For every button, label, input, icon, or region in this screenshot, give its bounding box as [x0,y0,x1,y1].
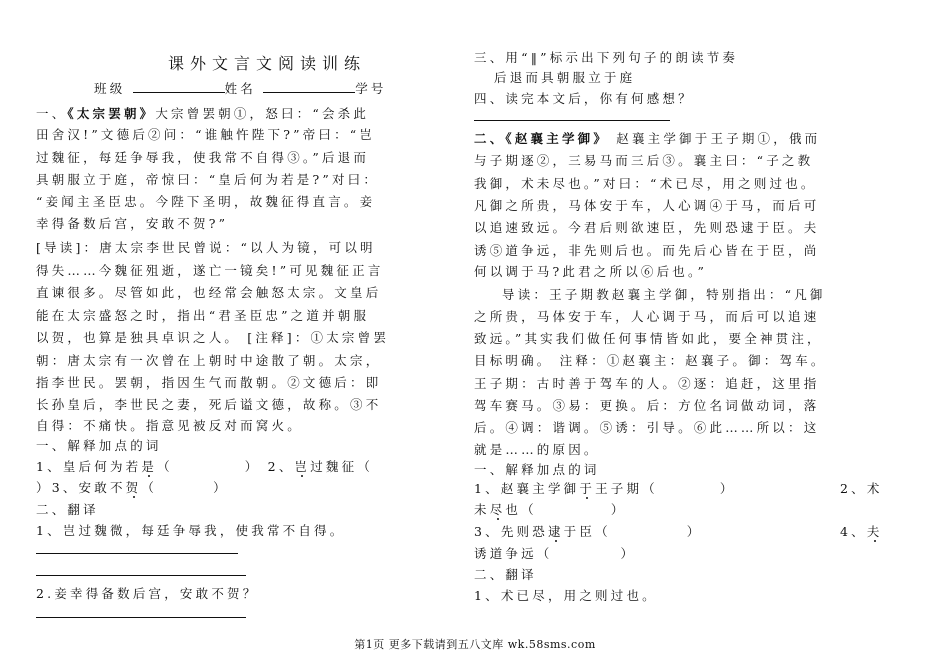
name-field[interactable] [263,80,355,93]
guide2-line: 后。④调：谐调。⑤诱：引导。⑥此……所以：这 [474,420,820,435]
passage2-line-1 [474,131,820,147]
left-q2-heading: 二、翻译 [36,502,99,517]
guide1-line: 直谏很多。尽管如此，也经常会触怒太宗。文皇后 [36,285,382,300]
dotted-word: 是 [141,459,158,474]
guide1-line: 以贺，也算是独具卓识之人。 [注释]：①太宗曾罢 [36,330,390,345]
passage2-line: 何以调于马?此君之所以⑥后也。” [474,264,708,279]
passage1-line: 过魏征，每廷争辱我，使我常不自得③。”后退而 [36,150,370,165]
passage1-title: 《太宗罢朝》 [67,106,156,121]
right-q3: 三、用“‖”标示出下列句子的朗读节奏 [474,50,739,65]
right-q1-row-2: 未尽也（ ） [474,502,627,517]
guide1-line: 指李世民。罢朝，指因生气而散朝。②文德后：即 [36,375,382,390]
guide2-line: 就是……的原因。 [474,442,600,457]
guide2-line: 导读：王子期教赵襄主学御，特别指出：“凡御 [502,287,826,302]
guide1-line: 能在太宗盛怒之时，指出“君圣臣忠”之道并朝服 [36,308,370,323]
passage2-line: 诱⑤道争远，非先则后也。而先后心皆在于臣，尚 [474,243,820,258]
right-q4: 四、读完本文后，你有何感想？ [474,91,694,106]
right-q1-heading: 一、解释加点的词 [474,462,600,477]
class-field[interactable] [133,80,225,93]
left-q2-item-2: 2.妾幸得备数后宫，安敢不贺？ [36,586,259,601]
guide1-line: 长孙皇后，李世民之妻，死后谥文德，故称。③不 [36,397,382,412]
left-q1-heading: 一、解释加点的词 [36,438,162,453]
page-footer: 第1页 更多下载请到五八文库 wk.58sms.com [354,638,596,651]
passage1-line: 具朝服立于庭，帝惊曰：“皇后何为若是?”对曰： [36,172,380,187]
name-label: 姓名 [224,81,256,96]
passage1-line-1 [36,106,369,122]
passage2-line: 凡御之所贵，马体安于车，人心调④于马，而后可 [474,198,820,213]
right-q2-item-1: 1、术已尽，用之则过也。 [474,588,658,603]
passage1-number: 一、 [36,106,68,121]
right-q1-row-1: 1、赵襄主学御于王子期（ ） [474,481,736,496]
right-q2-heading: 二、翻译 [474,567,537,582]
number-label: 学号 [355,81,387,96]
right-q1-row-3: 3、先则恐逮于臣（ ） [474,524,703,539]
page-title: 课外文言文阅读训练 [168,54,367,73]
dotted-word: 逮 [547,524,564,539]
passage2-title: 《赵襄主学御》 [505,131,610,146]
left-q1-row-1: 1、皇后何为若是（ ） 2、岂过魏征（ [36,459,374,474]
guide1-line: [导读]：唐太宗李世民曾说：“以人为镜，可以明 [36,240,376,255]
passage1-line: 田舍汉!”文德后②问：“谁触忤陛下?”帝曰：“岂 [36,127,376,142]
passage2-text: 赵襄主学御于王子期①，俄而 [616,131,821,146]
student-info-row [94,80,387,97]
left-q2-item-1: 1、岂过魏微，每廷争辱我，使我常不自得。 [36,523,346,538]
guide2-line: 之所贵，马体安于车，人心调于马，而后可以追速 [474,309,820,324]
left-q1-row-2: ）3、安敢不贺（ ） [36,480,229,495]
passage1-line: “妾闻主圣臣忠。今陛下圣明，故魏征得直言。妾 [36,194,376,209]
guide1-line: 得失……今魏征殂逝，遂亡一镜矣!”可见魏征正言 [36,263,384,278]
dotted-word: 于 [579,481,596,496]
answer-line[interactable] [36,575,246,576]
answer-line[interactable] [36,617,246,618]
guide2-line: 王子期：古时善于驾车的人。②逐：追赶，这里指 [474,376,820,391]
right-q1-item-2-head: 2、术 [840,481,883,496]
right-q1-row-4: 诱道争远（ ） [474,546,637,561]
guide1-line: 自得：不痛快。指意见被反对而窝火。 [36,418,303,433]
right-q3-sentence: 后退而具朝服立于庭 [494,70,636,85]
passage1-text: 大宗曾罢朝①，怒曰：“会杀此 [155,106,370,121]
passage2-number: 二、 [474,131,506,146]
passage2-line: 我御，术未尽也。”对曰：“术已尽，用之则过也。 [474,176,817,191]
passage2-line: 以追速致远。今君后则欲速臣，先则恐逮于臣。夫 [474,220,820,235]
passage2-line: 与子期逐②，三易马而三后③。襄主曰：“子之教 [474,153,814,168]
class-label: 班级 [94,81,126,96]
passage1-line: 幸得备数后宫，安敢不贺?” [36,216,229,231]
answer-line[interactable] [36,553,238,554]
dotted-word: 岂 [294,459,311,474]
guide2-line: 驾车赛马。③易：更换。后：方位名词做动词，落 [474,398,820,413]
answer-line[interactable] [474,120,670,121]
dotted-word: 尽 [489,502,506,517]
guide1-line: 朝：唐太宗有一次曾在上朝时中途散了朝。太宗， [36,353,382,368]
right-q1-item-4-head: 4、夫 [840,524,883,539]
guide2-line: 目标明确。 注释：①赵襄主：赵襄子。御：驾车。 [474,353,827,368]
guide2-line: 致远。”其实我们做任何事情皆如此，要全神贯注， [474,331,823,346]
dotted-word: 夫 [866,524,883,539]
dotted-word: 贺 [125,480,142,495]
